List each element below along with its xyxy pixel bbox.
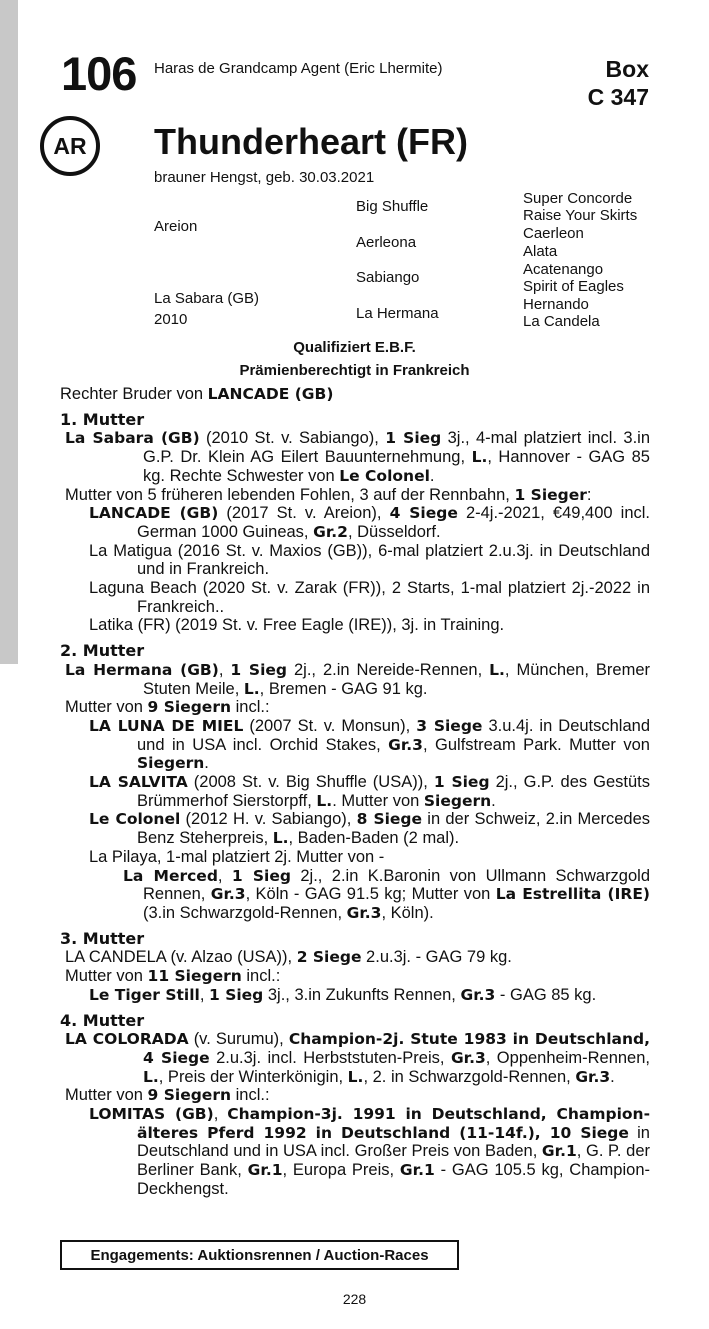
produce-entry: La Matigua (2016 St. v. Maxios (GB)), 6-mal platziert 2.u.3j. in Deutschland und in Frankreich. [89, 541, 650, 579]
pedigree-great-grandparent: Caerleon [523, 225, 584, 242]
produce-entry: LOMITAS (GB), Champion-3j. 1991 in Deutschland, Champion-älteres Pferd 1992 in Deutschland (11-14f.), 10 Siege in Deutschland und in USA incl. Großer Preis von Baden, Gr.1, G. P. der Berliner Bank, Gr.1, Europa Preis, Gr.1 - GAG 105.5 kg, Champion-Deckhengst. [89, 1105, 650, 1198]
sibling-name: LANCADE (GB) [207, 385, 334, 403]
pedigree-dam: La Sabara (GB) [154, 290, 260, 307]
engagements-box: Engagements: Auktionsrennen / Auction-Races [60, 1240, 459, 1270]
pedigree-sire: Areion [154, 218, 198, 235]
produce-entry: La Pilaya, 1-mal platziert 2j. Mutter von - [89, 847, 385, 866]
page-edge-tab [0, 0, 18, 664]
dam-4-produce-summary: Mutter von 9 Siegern incl.: [65, 1086, 270, 1105]
produce-entry: LA SALVITA (2008 St. v. Big Shuffle (USA)), 1 Sieg 2j., G.P. des Gestüts Brümmerhof Sierstorpff, L.. Mutter von Siegern. [89, 773, 650, 810]
horse-name: Thunderheart (FR) [154, 121, 468, 162]
horse-description: brauner Hengst, geb. 30.03.2021 [154, 169, 375, 186]
grandproduce-entry: La Merced, 1 Sieg 2j., 2.in K.Baronin von Ullmann Schwarzgold Rennen, Gr.3, Köln - GAG 91.5 kg; Mutter von La Estrellita (IRE) (3.in Schwarzgold-Rennen, Gr.3, Köln). [123, 866, 651, 922]
family-history [60, 385, 650, 1199]
dam-3-produce-summary: Mutter von 11 Siegern incl.: [65, 967, 281, 986]
dam-2-produce-summary: Mutter von 9 Siegern incl.: [65, 698, 270, 717]
dam-1-produce-summary: Mutter von 5 früheren lebenden Fohlen, 3 auf der Rennbahn, 1 Sieger: [65, 485, 592, 504]
produce-entry: Latika (FR) (2019 St. v. Free Eagle (IRE)), 3j. in Training. [89, 616, 505, 635]
lot-number: 106 [61, 47, 137, 100]
section-heading-3: 3. Mutter [60, 928, 145, 948]
pedigree-great-grandparent: Alata [523, 243, 558, 260]
produce-entry: LANCADE (GB) (2017 St. v. Areion), 4 Siege 2-4j.-2021, €49,400 incl. German 1000 Guineas, Gr.2, Düsseldorf. [89, 504, 650, 541]
produce-entry: Le Colonel (2012 H. v. Sabiango), 8 Siege in der Schweiz, 2.in Mercedes Benz Steherpreis, L., Baden-Baden (2 mal). [89, 810, 650, 848]
section-heading-4: 4. Mutter [60, 1010, 145, 1030]
pedigree-great-grandparent: Spirit of Eagles [523, 278, 624, 295]
section-heading-1: 1. Mutter [60, 409, 145, 429]
box-number: C 347 [587, 84, 649, 110]
box-location [588, 55, 649, 111]
dam-2-entry: La Hermana (GB), 1 Sieg 2j., 2.in Nereide-Rennen, L., München, Bremer Stuten Meile, L., Bremen - GAG 91 kg. [65, 660, 650, 698]
pedigree-grandparent: Sabiango [356, 269, 420, 286]
dam-3-entry: LA CANDELA (v. Alzao (USA)), 2 Siege 2.u.3j. - GAG 79 kg. [65, 948, 512, 967]
pedigree-dam-year: 2010 [154, 311, 188, 328]
box-label: Box [605, 56, 649, 82]
page-number: 228 [342, 1291, 367, 1307]
pedigree-grandparent: Aerleona [356, 234, 417, 251]
pedigree-great-grandparent: Hernando [523, 296, 589, 313]
dam-1-entry: La Sabara (GB) (2010 St. v. Sabiango), 1 Sieg 3j., 4-mal platziert incl. 3.in G.P. Dr. Klein AG Eilert Bauunternehmung, L., Hannover - GAG 85 kg. Rechte Schwester von Le Colonel. [65, 429, 651, 485]
produce-entry: Laguna Beach (2020 St. v. Zarak (FR)), 2 Starts, 1-mal platziert 2j.-2022 in Frankreich.. [89, 579, 650, 616]
dam-4-entry: LA COLORADA (v. Surumu), Champion-2j. Stute 1983 in Deutschland, 4 Siege 2.u.3j. incl. Herbststuten-Preis, Gr.3, Oppenheim-Rennen, L., Preis der Winterkönigin, L., 2. in Schwarzgold-Rennen, Gr.3. [65, 1030, 650, 1086]
produce-entry: LA LUNA DE MIEL (2007 St. v. Monsun), 3 Siege 3.u.4j. in Deutschland und in USA incl. Orchid Stakes, Gr.3, Gulfstream Park. Mutter von Siegern. [89, 716, 651, 773]
section-heading-2: 2. Mutter [60, 641, 145, 661]
produce-entry: Le Tiger Still, 1 Sieg 3j., 3.in Zukunfts Rennen, Gr.3 - GAG 85 kg. [89, 985, 597, 1004]
consignor: Haras de Grandcamp Agent (Eric Lhermite) [154, 60, 443, 77]
pedigree-great-grandparent: Acatenango [523, 261, 604, 278]
pedigree-great-grandparent: Raise Your Skirts [523, 207, 638, 224]
qualification-france: Prämienberechtigt in Frankreich [239, 362, 470, 379]
pedigree-great-grandparent: La Candela [523, 313, 600, 330]
qualification-ebf: Qualifiziert E.B.F. [293, 339, 416, 356]
sibling-line: Rechter Bruder von LANCADE (GB) [60, 385, 334, 403]
pedigree-great-grandparent: Super Concorde [523, 190, 633, 207]
pedigree-grandparent: La Hermana [356, 305, 439, 322]
pedigree-grandparent: Big Shuffle [356, 198, 429, 215]
sire-badge: AR [40, 116, 100, 176]
